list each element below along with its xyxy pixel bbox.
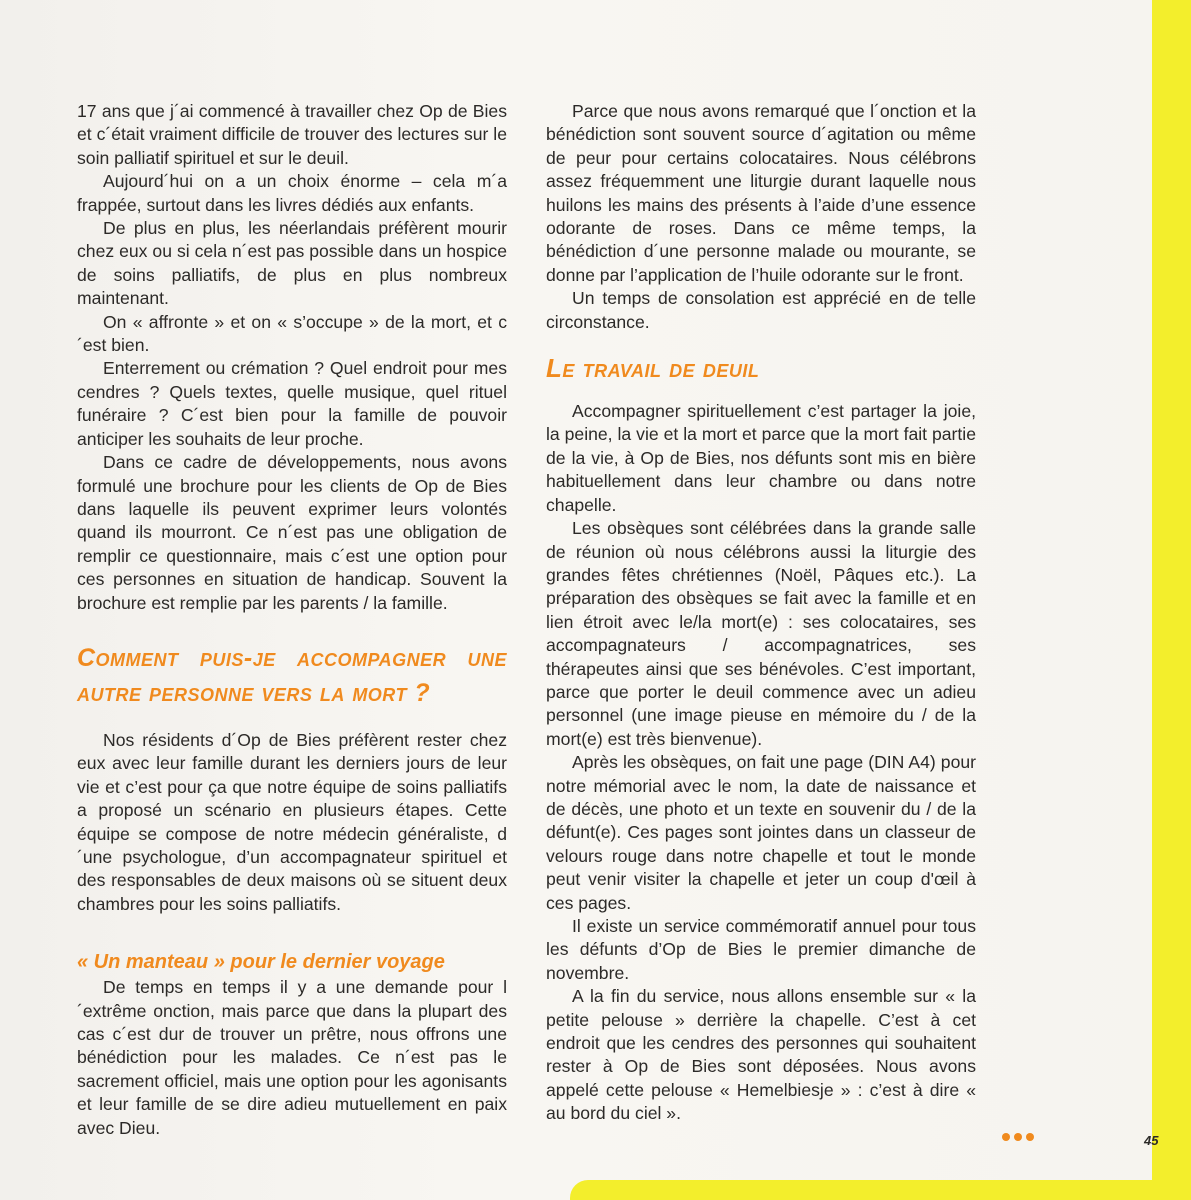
yellow-bottom-band <box>570 1180 1191 1200</box>
paragraph: Il existe un service commémoratif annuel pour tous les défunts d’Op de Bies le premier dimanche de novembre. <box>546 916 976 983</box>
decorative-dots <box>1002 1133 1034 1141</box>
paragraph: Les obsèques sont célébrées dans la grande salle de réunion où nous célébrons aussi la liturgie des grandes fêtes chrétiennes (Noël, Pâques etc.). La préparation des obsèques se fait avec la famille et en lien étroit avec le/la mort(e) : ses colocataires, ses accompagnateurs / accompagnatrices, ses thérapeutes ainsi que ses bénévoles. C’est important, parce que porter le deuil commence avec un adieu personnel (une image pieuse en mémoire du / de la mort(e) est très bienvenue). <box>546 518 976 749</box>
section-heading: Le travail de deuil <box>546 353 760 384</box>
paragraph: 17 ans que j´ai commencé à travailler chez Op de Bies et c´était vraiment difficile de trouver des lectures sur le soin palliatif spirituel et sur le deuil. <box>77 101 507 168</box>
right-column <box>546 100 976 1126</box>
paragraph: De temps en temps il y a une demande pour l´extrême onction, mais parce que dans la plupart des cas c´est dur de trouver un prêtre, nous offrons une bénédiction pour les malades. Ce n´est pas le sacrement officiel, mais une option pour les agonisants et leur famille de se dire adieu mutuellement en paix avec Dieu. <box>77 977 507 1138</box>
subsection-heading: « Un manteau » pour le dernier voyage <box>77 951 445 974</box>
dot-icon <box>1014 1133 1022 1141</box>
dot-icon <box>1002 1133 1010 1141</box>
yellow-side-band <box>1152 0 1191 1200</box>
paragraph: Accompagner spirituellement c’est partager la joie, la peine, la vie et la mort et parce que la mort fait partie de la vie, à Op de Bies, nos défunts sont mis en bière habituellement dans leur chambre ou dans notre chapelle. <box>546 401 976 515</box>
section-heading: Comment puis-je accompagner une autre personne vers la mort ? <box>77 643 507 707</box>
paragraph: Après les obsèques, on fait une page (DIN A4) pour notre mémorial avec le nom, la date de naissance et de décès, une photo et un texte en souvenir du / de la défunt(e). Ces pages sont jointes dans un classeur de velours rouge dans notre chapelle et tout le monde peut venir visiter la chapelle et jeter un coup d'œil à ces pages. <box>546 752 976 913</box>
paragraph: Dans ce cadre de développements, nous avons formulé une brochure pour les clients de Op de Bies dans laquelle ils peuvent exprimer leurs volontés quand ils mourront. Ce n´est pas une obligation de remplir ce questionnaire, mais c´est une option pour ces personnes en situation de handicap. Souvent la brochure est remplie par les parents / la famille. <box>77 452 507 613</box>
dot-icon <box>1026 1133 1034 1141</box>
paragraph: Nos résidents d´Op de Bies préfèrent rester chez eux avec leur famille durant les derniers jours de leur vie et c’est pour ça que notre équipe de soins palliatifs a proposé un scénario en plusieurs étapes. Cette équipe se compose de notre médecin généraliste, d´une psychologue, d’un accompagnateur spirituel et des responsables de deux maisons où se situent deux chambres pour les soins palliatifs. <box>77 729 507 914</box>
paragraph: Enterrement ou crémation ? Quel endroit pour mes cendres ? Quels textes, quelle musique, quel rituel funéraire ? C´est bien pour la famille de pouvoir anticiper les souhaits de leur proche. <box>77 358 507 449</box>
paragraph: De plus en plus, les néerlandais préfèrent mourir chez eux ou si cela n´est pas possible dans un hospice de soins palliatifs, de plus en plus nombreux maintenant. <box>77 218 507 309</box>
paragraph: Parce que nous avons remarqué que l´onction et la bénédiction sont souvent source d´agitation ou même de peur pour certains colocataires. Nous célébrons assez fréquemment une liturgie durant laquelle nous huilons les mains des présents à l’aide d’une essence odorante de roses. Dans ce même temps, la bénédiction d´une personne malade ou mourante, se donne par l’application de l’huile odorante sur le front. <box>546 101 976 285</box>
left-column <box>77 100 507 1140</box>
page-number: 45 <box>1144 1133 1159 1148</box>
paragraph: On « affronte » et on « s’occupe » de la mort, et c´est bien. <box>77 311 507 356</box>
paragraph: A la fin du service, nous allons ensemble sur « la petite pelouse » derrière la chapelle. C’est à cet endroit que les cendres des personnes qui souhaitent rester à Op de Bies sont déposées. Nous avons appelé cette pelouse « Hemelbiesje » : c’est à dire « au bord du ciel ». <box>546 986 976 1124</box>
paragraph: Un temps de consolation est apprécié en de telle circonstance. <box>546 288 976 332</box>
paragraph: Aujourd´hui on a un choix énorme – cela m´a frappée, surtout dans les livres dédiés aux enfants. <box>77 171 507 215</box>
